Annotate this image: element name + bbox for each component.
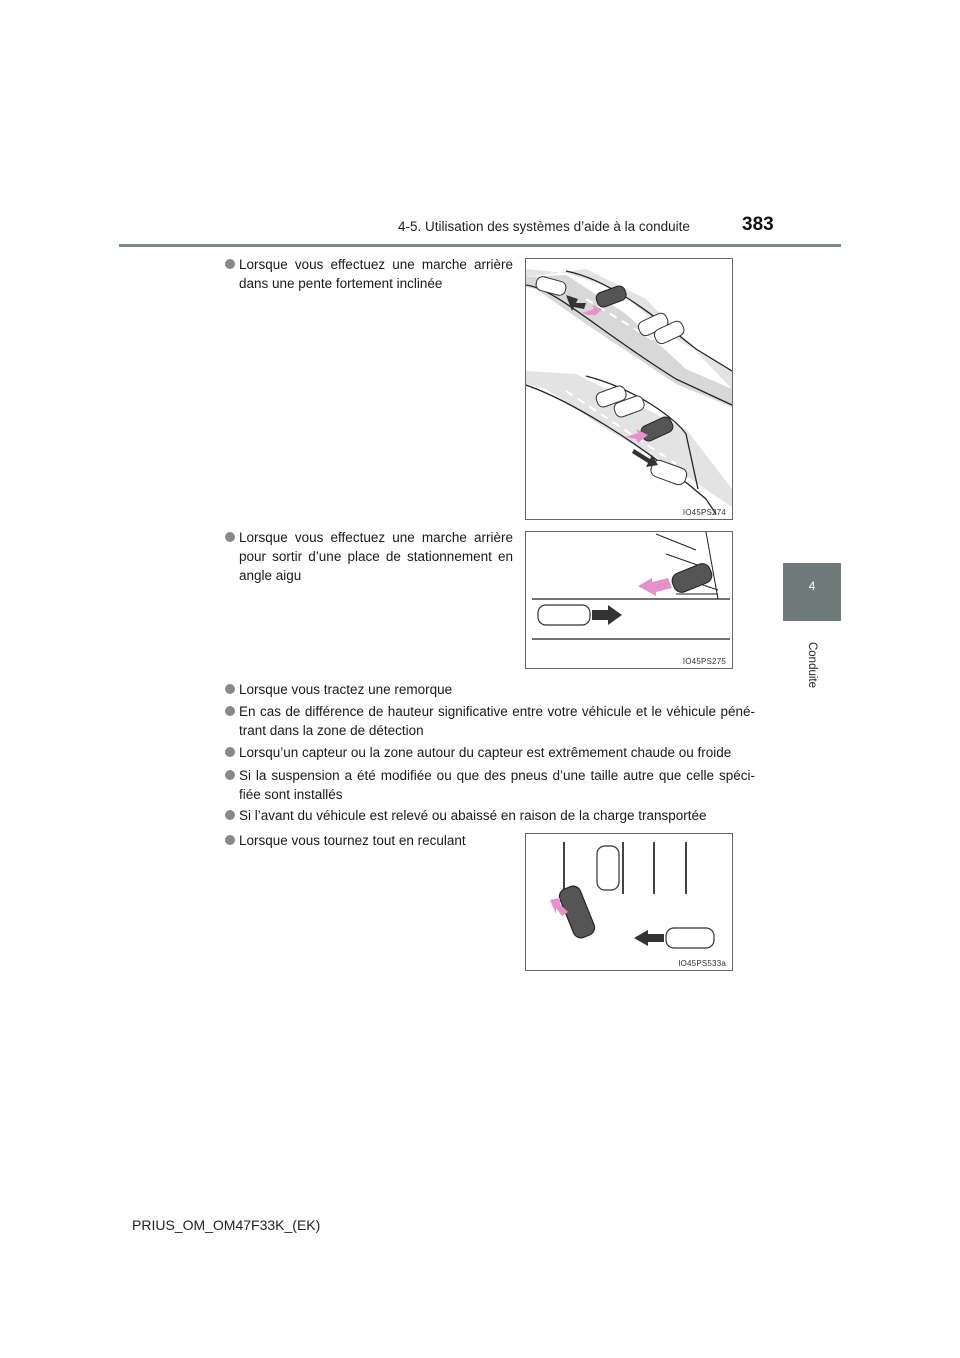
figure-code: IO45PS275: [682, 657, 726, 666]
bullet-icon: [225, 747, 235, 757]
chapter-label: Conduite: [806, 641, 818, 689]
angled-parking-illustration: [525, 531, 733, 669]
list-item-text: Lorsque vous effectuez une marche arrière dans une pente fortement inclinée: [239, 257, 513, 291]
list-item: [225, 831, 513, 850]
list-item-text: Lorsque vous effectuez une marche arrière pour sortir d’une place de stationnement en angle aigu: [239, 530, 513, 583]
list-item: [225, 743, 755, 762]
bullet-icon: [225, 770, 235, 780]
list-item-text: Si la suspension a été modifiée ou que des pneus d’une taille autre que celle spéci-fiée sont installés: [239, 768, 755, 802]
section-title: 4-5. Utilisation des systèmes d’aide à la conduite: [398, 219, 690, 234]
list-item: [225, 766, 755, 804]
list-item: [225, 528, 513, 585]
chapter-number: 4: [808, 579, 816, 593]
list-item: [225, 255, 513, 293]
turning-reverse-illustration: [525, 833, 733, 971]
figure-code: IO45PS274: [682, 508, 726, 517]
list-item-text: Si l’avant du véhicule est relevé ou abaissé en raison de la charge transportée: [239, 808, 707, 823]
list-item-text: Lorsqu’un capteur ou la zone autour du capteur est extrêmement chaude ou froide: [239, 745, 732, 760]
list-item: [225, 806, 755, 825]
slope-illustration: [525, 258, 733, 520]
list-item: [225, 680, 755, 699]
document-id: PRIUS_OM_OM47F33K_(EK): [132, 1217, 321, 1233]
page-number: 383: [742, 214, 774, 235]
list-item-text: Lorsque vous tractez une remorque: [239, 682, 453, 697]
header-divider: [119, 244, 841, 247]
list-item-text: Lorsque vous tournez tout en reculant: [239, 833, 466, 848]
figure-code: IO45PS533a: [678, 959, 726, 968]
bullet-icon: [225, 684, 235, 694]
list-item-text: En cas de différence de hauteur significative entre votre véhicule et le véhicule péné-trant dans la zone de détection: [239, 704, 755, 738]
bullet-icon: [225, 706, 235, 716]
bullet-icon: [225, 810, 235, 820]
bullet-icon: [225, 532, 235, 542]
bullet-icon: [225, 835, 235, 845]
chapter-tab[interactable]: [783, 563, 841, 621]
list-item: [225, 702, 755, 740]
bullet-icon: [225, 259, 235, 269]
